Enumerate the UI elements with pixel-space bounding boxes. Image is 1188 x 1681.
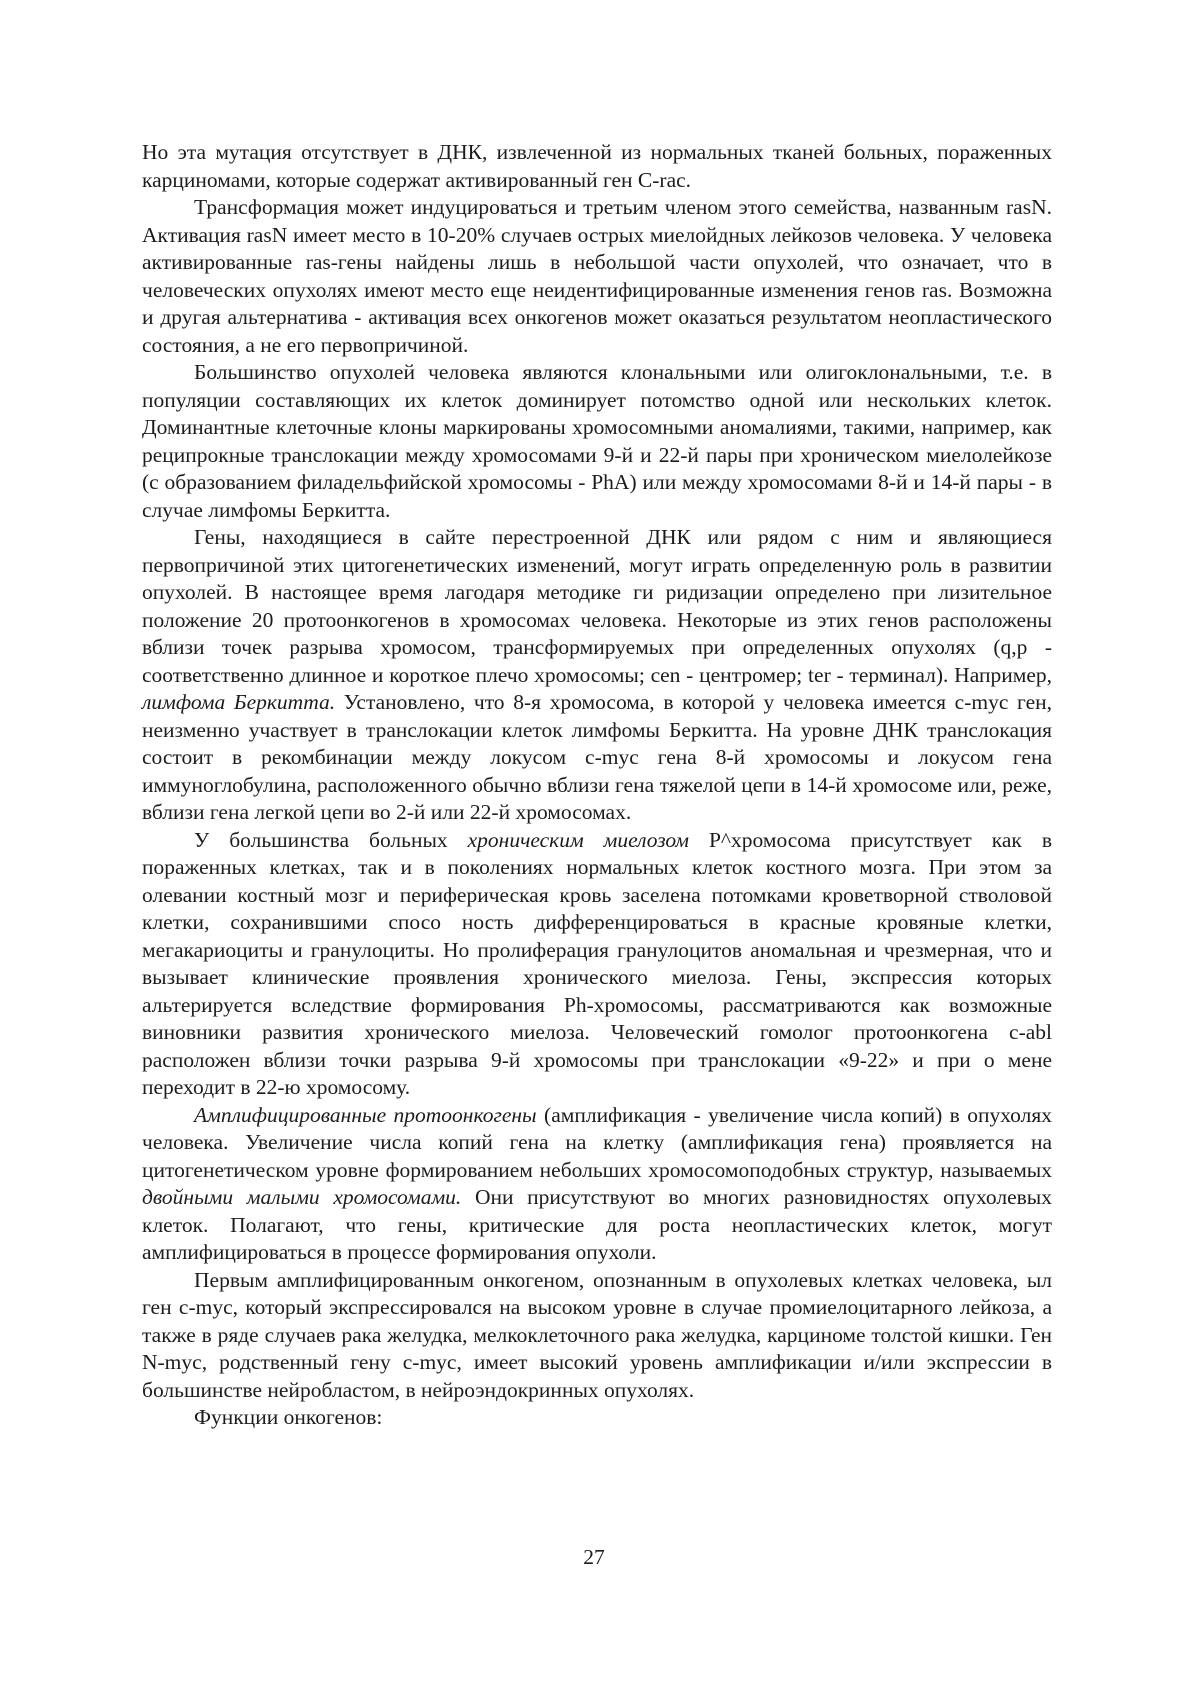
paragraph-text: (амплификация - увеличение числа копий) в опухолях человека. Увеличение числа копий гена на клетку (амплификация гена) проявляется на цитогенетическом уровне формированием небольших хромосомоподобных структур, называемых xyxy=(142,1102,1053,1182)
italic-text: хроническим миелозом xyxy=(467,827,689,852)
paragraph-text: P^хромосома присутствует как в пораженных клетках, так и в поколениях нормальных клеток костного мозга. При этом за олевании костный мозг и периферическая кровь заселена потомками кроветворной стволовой клетки, сохранившими спосо ность дифференцироваться в красные кровяные клетки, мегакариоциты и гранулоциты. Но пролиферация гранулоцитов аномальная и чрезмерная, что и вызывает клинические проявления хронического миелоза. Гены, экспрессия которых альтерируется вследствие формирования Ph-хромосомы, рассматриваются как возможные виновники развития хронического миелоза. Человеческий гомолог протоонкогена c-abl расположен вблизи точки разрыва 9-й хромосомы при транслокации «9-22» и при о мене переходит в 22-ю хромосому. xyxy=(142,827,1052,1099)
paragraph-text: Установлено, что 8-я хромосома, в которой у человека имеется c-myc ген, неизменно участвует в транслокации клеток лимфомы Беркитта. На уровне ДНК транслокация состоит в рекомбинации между локусом c-myc гена 8-й хромосомы и локусом гена иммуноглобулина, расположенного обычно вблизи гена тяжелой цепи в 14-й хромосоме или, реже, вблизи гена легкой цепи во 2-й или 22-й хромосомах. xyxy=(142,690,1052,824)
paragraph-text: Они присутствуют во многих разновидностях опухолевых клеток. Полагают, что гены, критические для роста неопластических клеток, могут амплифицироваться в процессе формирования опухоли. xyxy=(142,1185,1052,1264)
paragraph xyxy=(142,359,1052,524)
paragraph-text: Первым амплифицированным онкогеном, опознанным в опухолевых клетках человека, ыл ген c-myc, который экспрессировался на высоком уровне в случае промиелоцитарного лейкоза, а также в ряде случаев рака желудка, мелкоклеточного рака желудка, карциноме толстой кишки. Ген N-myc, родственный гену c-myc, имеет высокий уровень амплификации и/или экспрессии в большинстве нейробластом, в нейроэндокринных опухолях. xyxy=(142,1267,1052,1402)
body-text xyxy=(142,139,1052,1432)
paragraph xyxy=(142,1102,1052,1267)
italic-text: лимфома Беркитта. xyxy=(142,690,336,714)
paragraph xyxy=(142,1404,1052,1432)
paragraph xyxy=(142,827,1052,1102)
paragraph-text: У большинства больных xyxy=(194,827,468,852)
paragraph xyxy=(142,139,1052,194)
italic-text: двойными малыми хромосомами. xyxy=(142,1185,462,1209)
paragraph-text: Но эта мутация отсутствует в ДНК, извлеченной из нормальных тканей больных, пораженных карциномами, которые содержат активированный ген C-rac. xyxy=(142,140,1052,192)
page-number: 27 xyxy=(583,1545,605,1569)
paragraph xyxy=(142,524,1052,827)
paragraph-text: Гены, находящиеся в сайте перестроенной ДНК или рядом с ним и являющиеся первопричиной этих цитогенетических изменений, могут играть определенную роль в развитии опухолей. В настоящее время лагодаря методике ги ридизации определено при лизительное положение 20 протоонкогенов в хромосомах человека. Некоторые из этих генов расположены вблизи точек разрыва хромосом, трансформируемых при определенных опухолях (q,p - соответственно длинное и короткое плечо хромосомы; cen - центромер; ter - терминал). Например, xyxy=(142,525,1052,687)
paragraph-text: Функции онкогенов: xyxy=(194,1405,383,1429)
paragraph xyxy=(142,1267,1052,1405)
paragraph-text: Большинство опухолей человека являются клональными или олигоклональными, т.е. в популяции составляющих их клеток доминирует потомство одной или нескольких клеток. Доминантные клеточные клоны маркированы хромосомными аномалиями, такими, например, как реципрокные транслокации между хромосомами 9-й и 22-й пары при хроническом миелолейкозе (с образованием филадельфийской хромосомы - PhA) или между хромосомами 8-й и 14-й пары - в случае лимфомы Беркитта. xyxy=(142,360,1052,522)
italic-text: Амплифицированные протоонкогены xyxy=(194,1102,537,1127)
paragraph xyxy=(142,194,1052,359)
paragraph-text: Трансформация может индуцироваться и третьим членом этого семейства, названным rasN. Активация rasN имеет место в 10-20% случаев острых миелойдных лейкозов человека. У человека активированные ras-гены найдены лишь в небольшой части опухолей, что означает, что в человеческих опухолях имеют место еще неидентифицированные изменения генов ras. Возможна и другая альтернатива - активация всех онкогенов может оказаться результатом неопластического состояния, а не его первопричиной. xyxy=(142,195,1052,357)
